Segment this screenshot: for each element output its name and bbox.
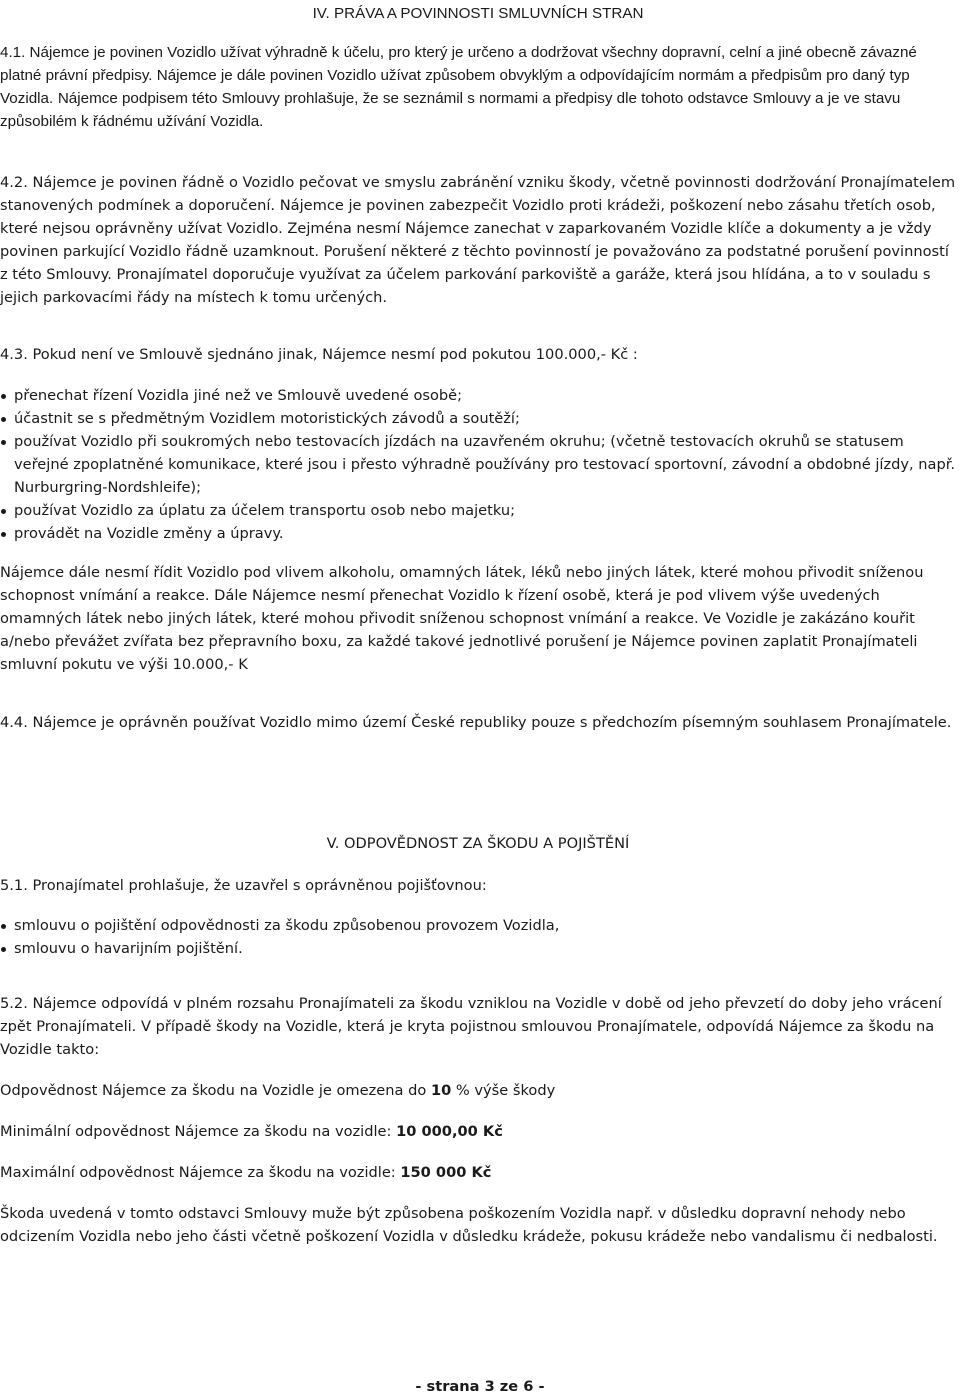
minimum-liability-value: 10 000,00 Kč bbox=[396, 1123, 503, 1140]
maximum-liability: Maximální odpovědnost Nájemce za škodu na vozidle: 150 000 Kč bbox=[0, 1164, 492, 1181]
maximum-liability-value: 150 000 Kč bbox=[400, 1164, 492, 1181]
list-item: používat Vozidlo za úplatu za účelem transportu osob nebo majetku; bbox=[0, 499, 956, 522]
bullet-icon bbox=[1, 394, 6, 399]
paragraph-4-2: 4.2. Nájemce je povinen řádně o Vozidlo pečovat ve smyslu zabránění vzniku škody, včetně povinnosti dodržování Pronajímatelem stanovených podmínek a doporučení. Nájemce je povinen zabezpečit Vozidlo proti krádeži, poškození nebo zásahu třetích osob, které nejsou oprávněny užívat Vozidlo. Zejména nesmí Nájemce zanechat v zaparkovaném Vozidle klíče a dokumenty a je vždy povinen parkující Vozidlo řádně uzamknout. Porušení některé z těchto povinností je považováno za podstatné porušení povinností z této Smlouvy. Pronajímatel doporučuje využívat za účelem parkování parkoviště a garáže, která jsou hlídána, a to v souladu s jejich parkovacími řády na místech k tomu určených. bbox=[0, 174, 956, 306]
paragraph-5-1-intro: 5.1. Pronajímatel prohlašuje, že uzavřel s oprávněnou pojišťovnou: bbox=[0, 877, 487, 894]
bullet-icon bbox=[1, 532, 6, 537]
list-item: smlouvu o pojištění odpovědnosti za škodu způsobenou provozem Vozidla, bbox=[0, 914, 956, 937]
list-item: používat Vozidlo při soukromých nebo testovacích jízdách na uzavřeném okruhu; (včetně testovacích okruhů se statusem veřejné zpoplatněné komunikace, které jsou i přesto výhradně používány pro testovací sportovní, závodní a obdobné jízdy, např. Nurburgring-Nordshleife); bbox=[0, 430, 956, 499]
section-iv-heading: IV. PRÁVA A POVINNOSTI SMLUVNÍCH STRAN bbox=[312, 5, 644, 22]
damage-note: Škoda uvedená v tomto odstavci Smlouvy muže být způsobena poškozením Vozidla např. v důsledku dopravní nehody nebo odcizením Vozidla nebo jeho části včetně poškození Vozidla v důsledku krádeže, pokusu krádeže nebo vandalismu či nedbalosti. bbox=[0, 1205, 938, 1245]
list-item: provádět na Vozidle změny a úpravy. bbox=[0, 522, 956, 545]
bullet-icon bbox=[1, 947, 6, 952]
liability-percentage-value: 10 bbox=[430, 1082, 452, 1099]
paragraph-4-1-part-a: 4.1. Nájemce je povinen Vozidlo užívat výhradně k účelu, pro který je určeno a dodržovat všechny dopravní, celní a jiné obecně závazné platné právní předpisy. Nájemce je dále povinen Vozidlo užívat způsobem obvyklým a odpovídajícím normám a předpisům pro daný typ Vozidla. bbox=[0, 44, 917, 107]
minimum-liability: Minimální odpovědnost Nájemce za škodu na vozidle: 10 000,00 Kč bbox=[0, 1123, 503, 1140]
bullet-icon bbox=[1, 417, 6, 422]
bullet-icon bbox=[1, 440, 6, 445]
paragraph-4-1 bbox=[0, 41, 956, 133]
insurance-list bbox=[0, 914, 956, 960]
paragraph-4-1-part-b: Nájemce podpisem této Smlouvy prohlašuje, že se seznámil s normami a předpisy dle tohoto odstavce Smlouvy a je ve stavu způsobilém k řádnému užívání Vozidla. bbox=[0, 90, 901, 130]
penalty-list bbox=[0, 384, 956, 545]
list-item: přenechat řízení Vozidla jiné než ve Smlouvě uvedené osobě; bbox=[0, 384, 956, 407]
list-item: účastnit se s předmětným Vozidlem motoristických závodů a soutěží; bbox=[0, 407, 956, 430]
liability-percentage: Odpovědnost Nájemce za škodu na Vozidle je omezena do 10 % výše škody bbox=[0, 1082, 556, 1099]
page-number: - strana 3 ze 6 - bbox=[415, 1378, 545, 1395]
paragraph-4-3-prohibitions: Nájemce dále nesmí řídit Vozidlo pod vlivem alkoholu, omamných látek, léků nebo jiných látek, které mohou přivodit sníženou schopnost vnímání a reakce. Dále Nájemce nesmí přenechat Vozidlo k řízení osobě, která je pod vlivem výše uvedených omamných látek nebo jiných látek, které mohou přivodit sníženou schopnost vnímání a reakce. Ve Vozidle je zakázáno kouřit a/nebo převážet zvířata bez přepravního boxu, za každé takové jednotlivé porušení je Nájemce povinen zaplatit Pronajímateli smluvní pokutu ve výši 10.000,- K bbox=[0, 564, 924, 673]
bullet-icon bbox=[1, 924, 6, 929]
bullet-icon bbox=[1, 509, 6, 514]
paragraph-5-2: 5.2. Nájemce odpovídá v plném rozsahu Pronajímateli za škodu vzniklou na Vozidle v době od jeho převzetí do doby jeho vrácení zpět Pronajímateli. V případě škody na Vozidle, která je kryta pojistnou smlouvou Pronajímatele, odpovídá Nájemce za škodu na Vozidle takto: bbox=[0, 995, 942, 1058]
list-item: smlouvu o havarijním pojištění. bbox=[0, 937, 956, 960]
paragraph-4-4: 4.4. Nájemce je oprávněn používat Vozidlo mimo území České republiky pouze s předchozím písemným souhlasem Pronajímatele. bbox=[0, 714, 952, 731]
paragraph-4-3-intro: 4.3. Pokud není ve Smlouvě sjednáno jinak, Nájemce nesmí pod pokutou 100.000,- Kč : bbox=[0, 346, 638, 363]
section-v-heading: V. ODPOVĚDNOST ZA ŠKODU A POJIŠTĚNÍ bbox=[326, 835, 630, 852]
